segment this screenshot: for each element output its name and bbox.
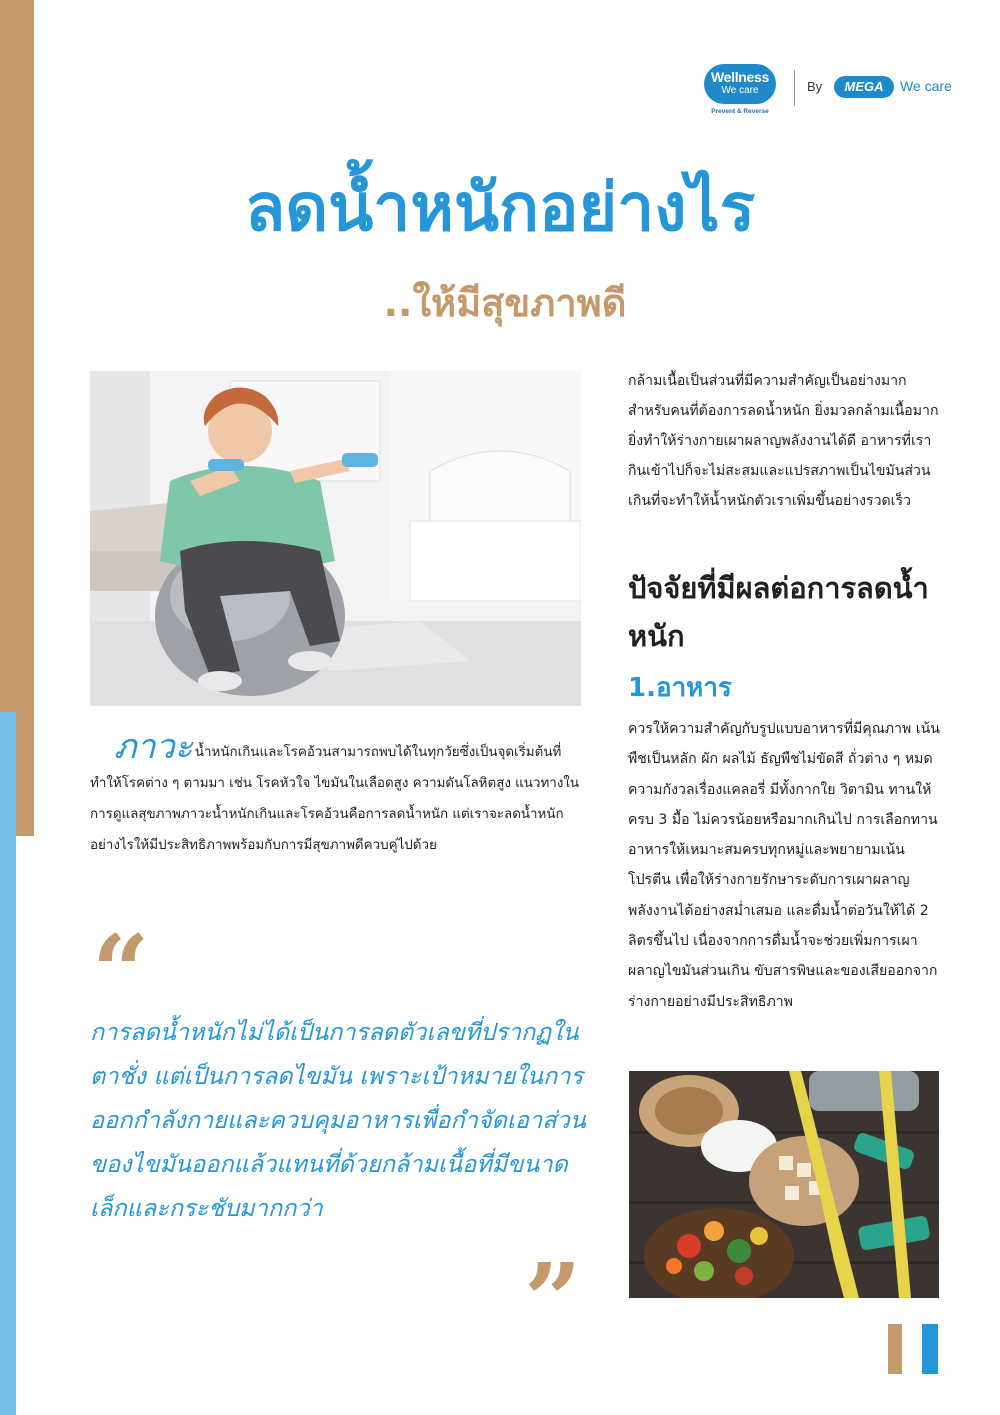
muscle-paragraph: กล้ามเนื้อเป็นส่วนที่มีความสำคัญเป็นอย่างมากสำหรับคนที่ต้องการลดน้ำหนัก ยิ่งมวลกล้ามเนื้อมาก ยิ่งทำให้ร่างกายเผาผลาญพลังงานได้ดี อาหารที่เรากินเข้าไปก็จะไม่สะสมและแปรสภาพเป็นไขมันส่วนเกินที่จะทำให้น้ำหนักตัวเราเพิ่มขึ้นอย่างรวดเร็ว <box>628 373 939 509</box>
woman-exercising-photo <box>90 371 581 706</box>
wellness-logo-line1: Wellness <box>710 69 770 85</box>
wellness-logo-badge <box>704 64 776 104</box>
mega-logo: MEGA <box>834 76 894 98</box>
intro-paragraph <box>90 727 582 861</box>
logo-by-text: By <box>807 79 823 94</box>
healthy-food-photo <box>629 1071 939 1298</box>
left-accent-bar-brown <box>0 0 34 836</box>
wellness-logo <box>704 64 776 120</box>
page-subtitle: ..ให้มีสุขภาพดี <box>383 281 627 325</box>
wellness-logo-line2: We care <box>721 85 759 96</box>
page-mark-blue <box>922 1324 938 1374</box>
intro-text: น้ำหนักเกินและโรคอ้วนสามารถพบได้ในทุกวัยซึ่งเป็นจุดเริ่มต้นที่ทำให้โรคต่าง ๆ ตามมา เช่น โรคหัวใจ ไขมันในเลือดสูง ความดันโลหิตสูง แนวทางในการดูแลสุขภาพภาวะน้ำหนักเกินและโรคอ้วนคือการลดน้ำหนัก แต่เราจะลดน้ำหนักอย่างไรให้มีประสิทธิภาพพร้อมกับการมีสุขภาพดีควบคู่ไปด้วย <box>90 745 580 853</box>
food-paragraph: ควรให้ความสำคัญกับรูปแบบอาหารที่มีคุณภาพ เน้นพืชเป็นหลัก ผัก ผลไม้ ธัญพืชไม่ขัดสี ถั่วต่าง ๆ หมดความกังวลเรื่องแคลอรี่ มีทั้งกากใย วิตามิน ทานให้ครบ 3 มื้อ ไม่ควรน้อยหรือมากเกินไป การเลือกทานอาหารให้เหมาะสมครบทุกหมู่และพยายามเน้นโปรตีน เพื่อให้ร่างกายรักษาระดับการเผาผลาญพลังงานได้อย่างสม่ำเสมอ และดื่มน้ำต่อวันให้ได้ 2 ลิตรขึ้นไป เนื่องจากการดื่มน้ำจะช่วยเพิ่มการเผาผลาญไขมันส่วนเกิน ขับสารพิษและของเสียออกจากร่างกายอย่างมีประสิทธิภาพ <box>628 721 940 1010</box>
logo-divider <box>794 70 795 106</box>
food-subheading: 1.อาหาร <box>628 673 732 703</box>
left-accent-bar-blue <box>0 712 16 1415</box>
quote-close-mark: ” <box>524 1241 582 1359</box>
wellness-logo-tagline: Prevent & Reverse <box>711 108 769 115</box>
pull-quote-text: การลดน้ำหนักไม่ได้เป็นการลดตัวเลขที่ปรากฏในตาชั่ง แต่เป็นการลดไขมัน เพราะเป้าหมายในการออกกำลังกายและควบคุมอาหารเพื่อกำจัดเอาส่วนของไขมันออกแล้วแทนที่ด้วยกล้ามเนื้อที่มีขนาดเล็กและกระชับมากกว่า <box>90 1018 586 1222</box>
factors-heading: ปัจจัยที่มีผลต่อการลดน้ำหนัก <box>628 571 929 653</box>
intro-drop-word: ภาวะ <box>114 727 193 767</box>
mega-we-care-text: We care <box>900 78 952 94</box>
page-title: ลดน้ำหนักอย่างไร <box>244 169 756 246</box>
page-mark-brown <box>888 1324 902 1374</box>
quote-open-mark: “ <box>92 913 150 1031</box>
